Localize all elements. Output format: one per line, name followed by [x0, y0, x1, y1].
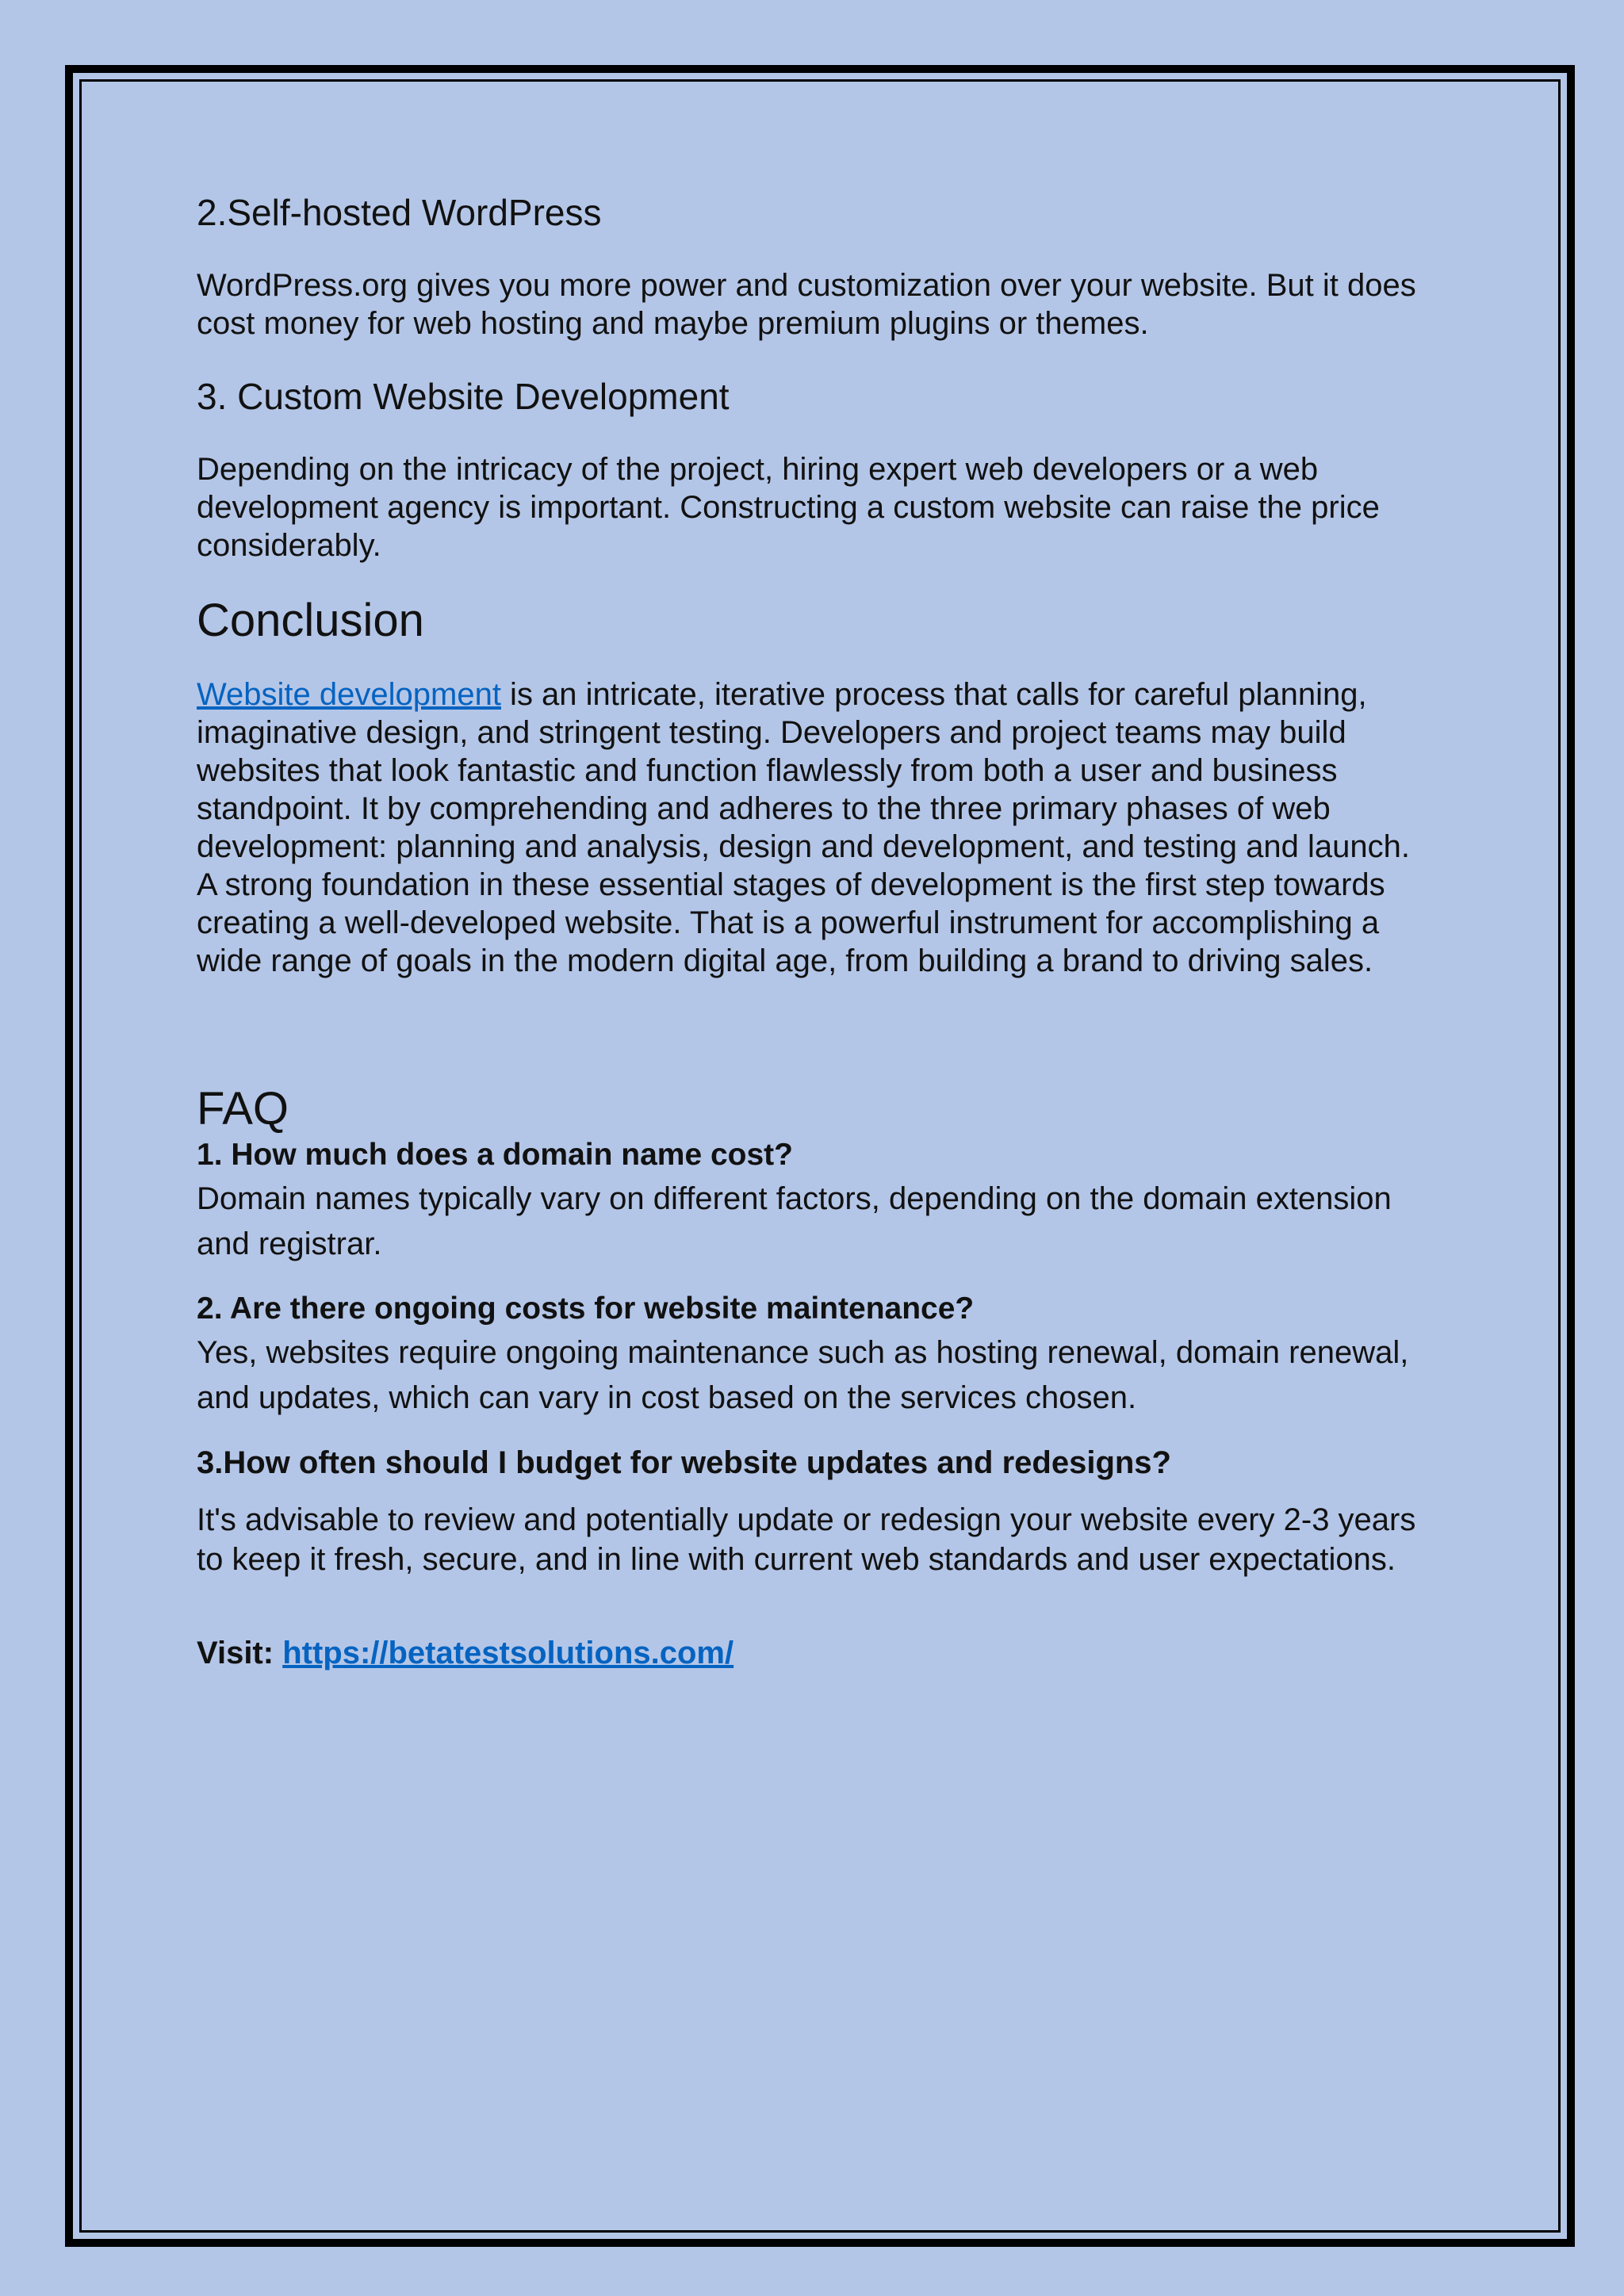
conclusion-heading: Conclusion: [197, 595, 424, 646]
custom-development-heading: 3. Custom Website Development: [197, 376, 730, 417]
faq-heading: FAQ: [197, 1083, 289, 1135]
conclusion-body: is an intricate, iterative process that calls for careful planning, imaginative design, and stringent testing. Developers and project teams may build websites that look fantastic and function flawlessly from both a user and business standpoint. It by comprehending and adheres to the three primary phases of web development: planning and analysis, design and development, and testing and launch. A strong foundation in these essential stages of development is the first step towards creating a well-developed website. That is a powerful instrument for accomplishing a wide range of goals in the modern digital age, from building a brand to driving sales.: [197, 677, 1410, 978]
faq-question-2: 2. Are there ongoing costs for website maintenance?: [197, 1292, 975, 1326]
conclusion-paragraph: [197, 675, 1434, 980]
spacer: [197, 1579, 1434, 1633]
spacer: [197, 980, 1434, 1083]
visit-line: [197, 1633, 1434, 1673]
website-development-link[interactable]: Website development: [197, 677, 501, 712]
document-content: [197, 190, 1434, 1673]
faq-question-1: 1. How much does a domain name cost?: [197, 1138, 793, 1172]
visit-label: Visit:: [197, 1636, 283, 1670]
faq-answer-3: It's advisable to review and potentially update or redesign your website every 2-3 years to keep it fresh, secure, and in line with current web standards and user expectations.: [197, 1502, 1416, 1577]
faq-answer-2: Yes, websites require ongoing maintenance such as hosting renewal, domain renewal, and updates, which can vary in cost based on the services chosen.: [197, 1335, 1409, 1415]
wordpress-heading: 2.Self-hosted WordPress: [197, 192, 602, 233]
website-url-link[interactable]: https://betatestsolutions.com/: [282, 1636, 734, 1670]
wordpress-paragraph: WordPress.org gives you more power and customization over your website. But it does cost money for web hosting and maybe premium plugins or themes.: [197, 268, 1416, 341]
faq-answer-1: Domain names typically vary on different factors, depending on the domain extension and registrar.: [197, 1181, 1392, 1261]
faq-question-3: 3.How often should I budget for website updates and redesigns?: [197, 1445, 1171, 1480]
custom-development-paragraph: Depending on the intricacy of the project, hiring expert web developers or a web development agency is important. Constructing a custom website can raise the price considerably.: [197, 452, 1380, 563]
